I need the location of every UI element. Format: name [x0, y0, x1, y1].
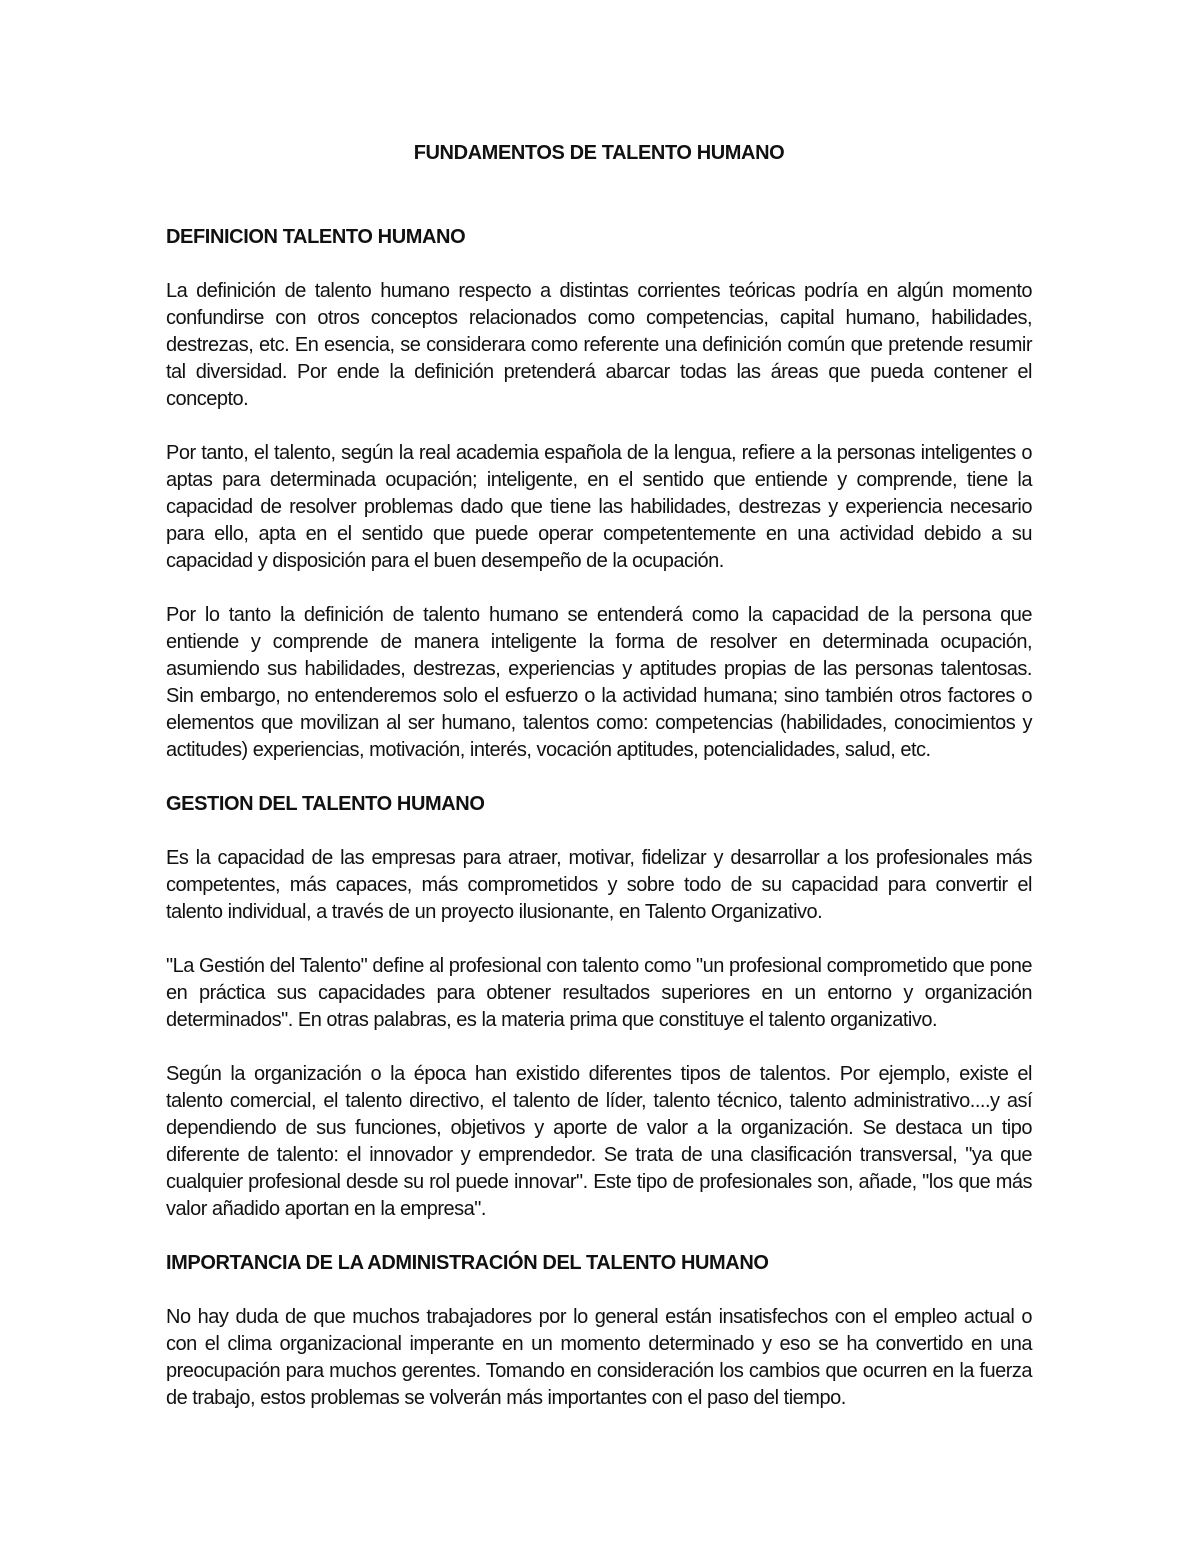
paragraph: Según la organización o la época han existido diferentes tipos de talentos. Por ejemplo, existe el talento comercial, el talento directivo, el talento de líder, talento técnico, talento administrativo....y así dependiendo de sus funciones, objetivos y aporte de valor a la organización. Se destaca un tipo diferente de talento: el innovador y emprendedor. Se trata de una clasificación transversal, "ya que cualquier profesional desde su rol puede innovar". Este tipo de profesionales son, añade, "los que más valor añadido aportan en la empresa". — [166, 1063, 1032, 1220]
section-definicion — [166, 224, 1032, 764]
document-title: FUNDAMENTOS DE TALENTO HUMANO — [413, 142, 785, 164]
section-gestion — [166, 791, 1032, 1223]
paragraph: "La Gestión del Talento" define al profesional con talento como "un profesional comprometido que pone en práctica sus capacidades para obtener resultados superiores en un entorno y organización determinados". En otras palabras, es la materia prima que constituye el talento organizativo. — [166, 955, 1032, 1031]
section-heading: DEFINICION TALENTO HUMANO — [166, 226, 466, 248]
paragraph: Por tanto, el talento, según la real academia española de la lengua, refiere a la personas inteligentes o aptas para determinada ocupación; inteligente, en el sentido que entiende y comprende, tiene la capacidad de resolver problemas dado que tiene las habilidades, destrezas y experiencia necesario para ello, apta en el sentido que puede operar competentemente en una actividad debido a su capacidad y disposición para el buen desempeño de la ocupación. — [166, 442, 1032, 572]
paragraph: Por lo tanto la definición de talento humano se entenderá como la capacidad de la persona que entiende y comprende de manera inteligente la forma de resolver en determinada ocupación, asumiendo sus habilidades, destrezas, experiencias y aptitudes propias de las personas talentosas. Sin embargo, no entenderemos solo el esfuerzo o la actividad humana; sino también otros factores o elementos que movilizan al ser humano, talentos como: competencias (habilidades, conocimientos y actitudes) experiencias, motivación, interés, vocación aptitudes, potencialidades, salud, etc. — [166, 604, 1032, 761]
section-heading: IMPORTANCIA DE LA ADMINISTRACIÓN DEL TALENTO HUMANO — [166, 1252, 769, 1274]
section-heading: GESTION DEL TALENTO HUMANO — [166, 793, 485, 815]
paragraph: Es la capacidad de las empresas para atraer, motivar, fidelizar y desarrollar a los profesionales más competentes, más capaces, más comprometidos y sobre todo de su capacidad para convertir el talento individual, a través de un proyecto ilusionante, en Talento Organizativo. — [166, 847, 1032, 923]
document-body — [166, 140, 1032, 1439]
section-importancia — [166, 1250, 1032, 1412]
paragraph: La definición de talento humano respecto a distintas corrientes teóricas podría en algún momento confundirse con otros conceptos relacionados como competencias, capital humano, habilidades, destrezas, etc. En esencia, se considerara como referente una definición común que pretende resumir tal diversidad. Por ende la definición pretenderá abarcar todas las áreas que pueda contener el concepto. — [166, 280, 1032, 410]
paragraph: No hay duda de que muchos trabajadores por lo general están insatisfechos con el empleo actual o con el clima organizacional imperante en un momento determinado y eso se ha convertido en una preocupación para muchos gerentes. Tomando en consideración los cambios que ocurren en la fuerza de trabajo, estos problemas se volverán más importantes con el paso del tiempo. — [166, 1306, 1032, 1409]
